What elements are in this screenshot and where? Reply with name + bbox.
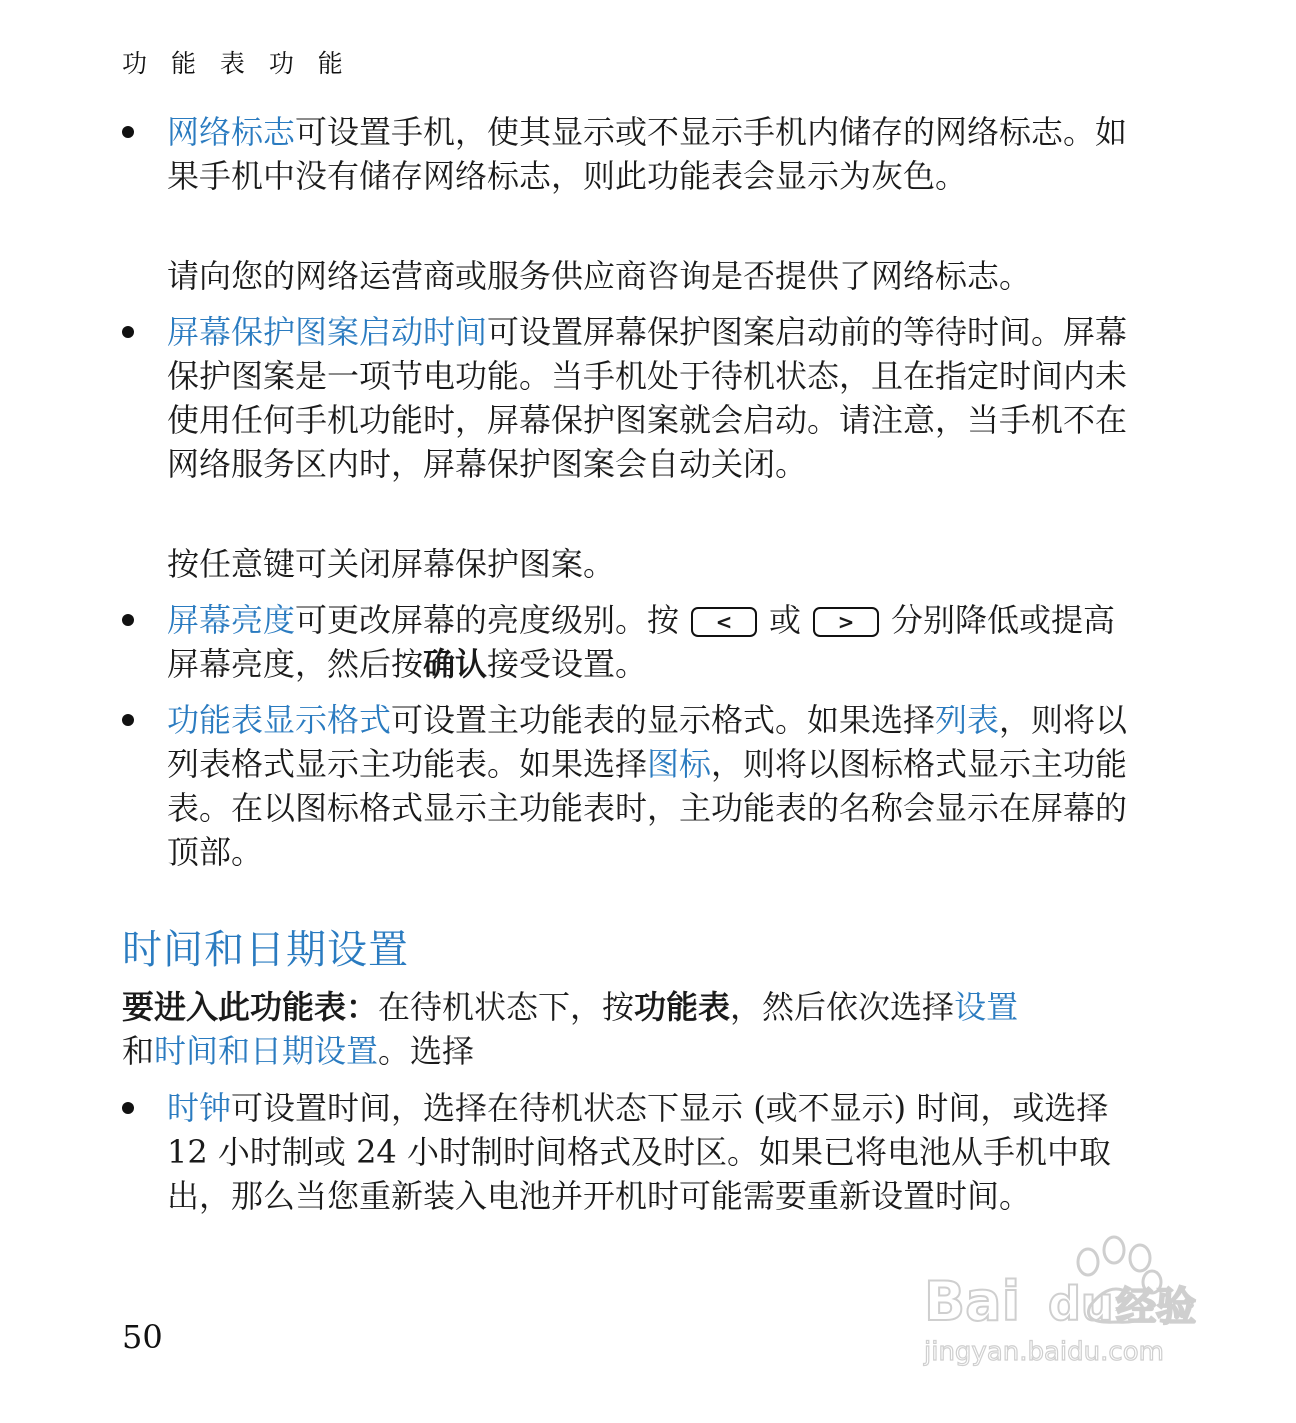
link-menu-view[interactable]: 功能表显示格式: [167, 701, 392, 739]
baidu-jingyan-watermark-icon: [920, 1228, 1220, 1378]
link-clock[interactable]: 时钟: [167, 1089, 232, 1127]
bullet-text-or: 或: [769, 601, 802, 639]
bullet-text: ，则将以图标格式显示主功能表。在以图标格式显示主功能表时，主功能表的名称会显示在屏幕的顶部。: [167, 745, 1128, 871]
menu-entry-instructions: [122, 985, 1142, 1073]
bullet-text: 可设置手机，使其显示或不显示手机内储存的网络标志。如果手机中没有储存网络标志，则此功能表会显示为灰色。: [167, 113, 1128, 195]
bullet-brightness: [167, 598, 1147, 686]
entry-label: 要进入此功能表：: [122, 988, 379, 1026]
link-network-logo[interactable]: 网络标志: [167, 113, 296, 151]
svg-text:du: du: [1048, 1277, 1114, 1331]
link-settings[interactable]: 设置: [954, 988, 1019, 1026]
bullet-text: 接受设置。: [487, 645, 648, 683]
link-screensaver-timeout[interactable]: 屏幕保护图案启动时间: [167, 313, 488, 351]
bullet-text: 分别降低或提高屏幕亮度，然后按: [167, 601, 1116, 683]
svg-text:Bai: Bai: [924, 1270, 1021, 1333]
bullet-screensaver-timeout: [167, 310, 1147, 486]
bullet-menu-view: [167, 698, 1147, 874]
confirm-key-label: 确认: [423, 645, 488, 683]
bullet-text: 可设置屏幕保护图案启动前的等待时间。屏幕保护图案是一项节电功能。当手机处于待机状态，且在指定时间内未使用任何手机功能时，屏幕保护图案就会启动。请注意，当手机不在网络服务区内时，屏幕保护图案会自动关闭。: [167, 313, 1128, 483]
entry-text: 和: [122, 1032, 155, 1070]
svg-text:jingyan.baidu.com: jingyan.baidu.com: [924, 1337, 1164, 1367]
bullet-text: 可设置主功能表的显示格式。如果选择: [391, 701, 936, 739]
bullet-network-logo: [167, 110, 1147, 198]
link-icon[interactable]: 图标: [647, 745, 712, 783]
page-number: 50: [122, 1318, 163, 1356]
running-header: 功 能 表 功 能: [122, 49, 351, 78]
svg-text:经验: 经验: [1116, 1284, 1196, 1330]
bullet-text: 可设置时间，选择在待机状态下显示 (或不显示) 时间，或选择 12 小时制或 24 小时制时间格式及时区。如果已将电池从手机中取出，那么当您重新装入电池并开机时可能需要重新设置时间。: [167, 1089, 1111, 1215]
link-brightness[interactable]: 屏幕亮度: [167, 601, 296, 639]
menu-key-label: 功能表: [634, 988, 731, 1026]
bullet-clock: [167, 1086, 1147, 1218]
entry-text: 在待机状态下，按: [378, 988, 635, 1026]
entry-text: 。选择: [378, 1032, 475, 1070]
left-key-icon: <: [691, 607, 757, 637]
bullet-text: ，则将以列表格式显示主功能表。如果选择: [167, 701, 1128, 783]
link-time-date-settings[interactable]: 时间和日期设置: [154, 1032, 379, 1070]
entry-text: ，然后依次选择: [730, 988, 955, 1026]
note-network-logo: 请向您的网络运营商或服务供应商咨询是否提供了网络标志。: [167, 257, 1032, 295]
right-key-icon: >: [813, 607, 879, 637]
note-screensaver: 按任意键可关闭屏幕保护图案。: [167, 545, 616, 583]
link-list[interactable]: 列表: [935, 701, 1000, 739]
section-title: 时间和日期设置: [122, 927, 409, 973]
bullet-text: 可更改屏幕的亮度级别。按: [295, 601, 680, 639]
